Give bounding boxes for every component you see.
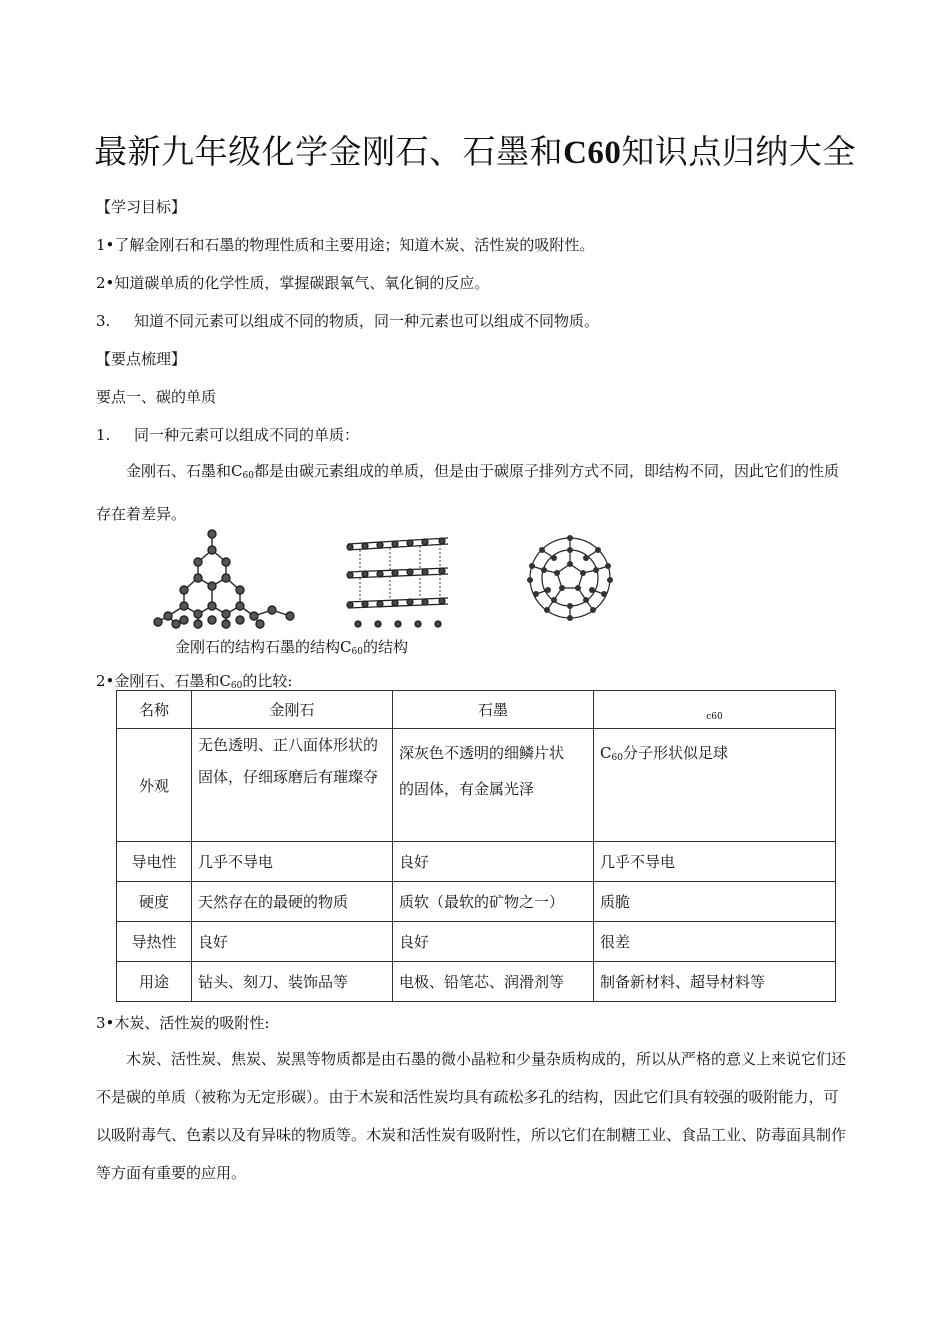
- row-label: 外观: [117, 729, 192, 842]
- cell-c60: $C_{60}$分子形状似足球: [594, 729, 836, 842]
- carbon-structures-figure: [150, 528, 670, 636]
- figure-caption: 金刚石的结构石墨的结构$C_{60}$的结构: [175, 638, 408, 657]
- header-diamond: 金刚石: [192, 691, 393, 729]
- table-row: [117, 842, 836, 882]
- table-row: [117, 882, 836, 922]
- header-name: 名称: [117, 691, 192, 729]
- cell-diamond: 良好: [192, 922, 393, 962]
- cell-c60: 质脆: [594, 882, 836, 922]
- table-row: [117, 962, 836, 1002]
- item-1-paragraph: 金刚石、石墨和$C_{60}$都是由碳元素组成的单质，但是由于碳原子排列方式不同，即结构不同，因此它们的性质存在着差异。: [96, 462, 839, 523]
- header-graphite: 石墨: [393, 691, 594, 729]
- page-title: 最新九年级化学金刚石、石墨和C60知识点归纳大全: [94, 132, 856, 171]
- goal-1: 1•了解金刚石和石墨的物理性质和主要用途；知道木炭、活性炭的吸附性。: [96, 236, 595, 254]
- table-row: [117, 729, 836, 842]
- point1-heading: 要点一、碳的单质: [96, 388, 217, 406]
- row-label: 导电性: [117, 842, 192, 882]
- item-2: 2•金刚石、石墨和$C_{60}$的比较:: [96, 672, 293, 691]
- cell-c60: 很差: [594, 922, 836, 962]
- cell-graphite: 深灰色不透明的细鳞片状 的固体，有金属光泽: [393, 729, 594, 842]
- goal-2: 2•知道碳单质的化学性质，掌握碳跟氧气、氧化铜的反应。: [96, 274, 490, 292]
- cell-graphite: 质软（最软的矿物之一）: [393, 882, 594, 922]
- comparison-table: [116, 690, 836, 1002]
- table-header-row: [117, 691, 836, 729]
- row-label: 用途: [117, 962, 192, 1002]
- goals-heading: 【学习目标】: [96, 198, 187, 216]
- cell-diamond: 钻头、刻刀、装饰品等: [192, 962, 393, 1002]
- item-1: 1. 同一种元素可以组成不同的单质：: [96, 426, 360, 444]
- graphite-structure-image: [347, 538, 448, 627]
- item-3: 3•木炭、活性炭的吸附性:: [96, 1014, 270, 1032]
- row-label: 硬度: [117, 882, 192, 922]
- cell-graphite: 良好: [393, 922, 594, 962]
- table-row: [117, 922, 836, 962]
- cell-diamond: 无色透明、正八面体形状的 固体，仔细琢磨后有璀璨夺: [192, 729, 393, 842]
- goal-3: 3. 知道不同元素可以组成不同的物质，同一种元素也可以组成不同物质。: [96, 312, 600, 330]
- cell-diamond: 天然存在的最硬的物质: [192, 882, 393, 922]
- cell-graphite: 良好: [393, 842, 594, 882]
- diamond-structure-image: [154, 530, 294, 628]
- points-heading: 【要点梳理】: [96, 350, 187, 368]
- header-c60: c60: [594, 691, 836, 729]
- cell-c60: 制备新材料、超导材料等: [594, 962, 836, 1002]
- c60-structure-image: [527, 535, 613, 621]
- row-label: 导热性: [117, 922, 192, 962]
- cell-graphite: 电极、铅笔芯、润滑剂等: [393, 962, 594, 1002]
- cell-diamond: 几乎不导电: [192, 842, 393, 882]
- item-3-paragraph: 木炭、活性炭、焦炭、炭黑等物质都是由石墨的微小晶粒和少量杂质构成的，所以从严格的意义上来说它们还不是碳的单质（被称为无定形碳）。由于木炭和活性炭均具有疏松多孔的结构，因此它们具有较强的吸附能力，可以吸附毒气、色素以及有异味的物质等。木炭和活性炭有吸附性，所以它们在制糖工业、食品工业、防毒面具制作等方面有重要的应用。: [96, 1050, 847, 1182]
- cell-c60: 几乎不导电: [594, 842, 836, 882]
